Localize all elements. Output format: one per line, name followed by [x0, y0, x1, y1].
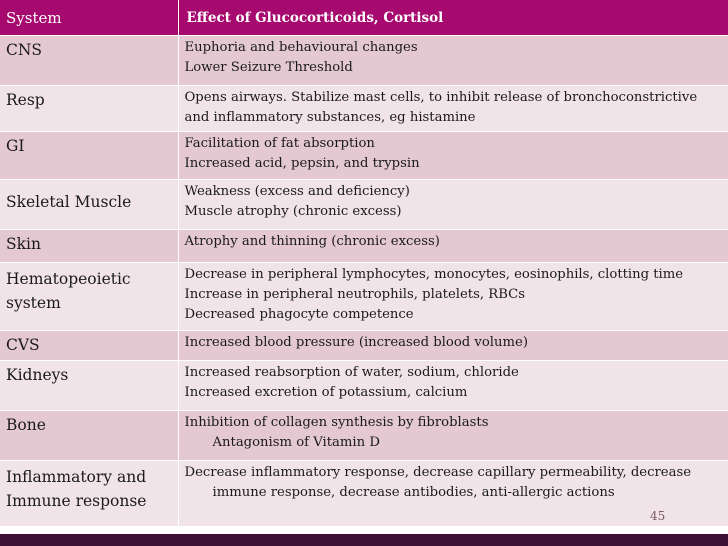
effect-cell [178, 361, 728, 411]
table-row-skeletal-muscle [0, 180, 728, 230]
effect-line: Decrease inflammatory response, decrease capillary permeability, decrease [184, 465, 692, 480]
effect-line: Weakness (excess and deficiency) [184, 184, 410, 199]
effect-line: and inflammatory substances, eg histamine [184, 110, 476, 125]
effect-line: Facilitation of fat absorption [184, 136, 375, 151]
system-label: Resp [6, 91, 45, 109]
system-label: CVS [6, 336, 40, 354]
effect-line: Increased acid, pepsin, and trypsin [184, 156, 420, 171]
effect-line: Opens airways. Stabilize mast cells, to inhibit release of bronchoconstrictive [184, 90, 698, 105]
effect-line: Muscle atrophy (chronic excess) [184, 204, 402, 219]
system-label: CNS [6, 41, 43, 59]
system-cell [0, 331, 178, 361]
system-cell [0, 361, 178, 411]
effect-cell [178, 263, 728, 331]
page-number: 45 [650, 509, 666, 523]
system-label: system [6, 294, 61, 312]
system-label: Kidneys [6, 366, 69, 384]
footer-bar [0, 534, 728, 546]
effect-cell [178, 411, 728, 461]
table-row-skin [0, 230, 728, 263]
system-label: GI [6, 137, 25, 155]
table-row-kidneys [0, 361, 728, 411]
effect-cell [178, 86, 728, 132]
effect-cell [178, 230, 728, 263]
system-label: Hematopeoietic [6, 270, 131, 288]
system-cell [0, 132, 178, 180]
effect-line: Increased reabsorption of water, sodium, chloride [184, 365, 519, 380]
effect-line: Atrophy and thinning (chronic excess) [184, 234, 440, 249]
effect-line: Inhibition of collagen synthesis by fibroblasts [184, 415, 489, 430]
system-cell [0, 461, 178, 527]
header-effect: Effect of Glucocorticoids, Cortisol [178, 0, 728, 36]
effect-line: Increase in peripheral neutrophils, platelets, RBCs [184, 287, 525, 302]
effect-line: Decrease in peripheral lymphocytes, monocytes, eosinophils, clotting time [184, 267, 684, 282]
system-label: Immune response [6, 492, 147, 510]
effect-line: Decreased phagocyte competence [184, 307, 414, 322]
table-row-bone [0, 411, 728, 461]
system-label: Bone [6, 416, 46, 434]
table-header-row [0, 0, 728, 36]
effect-line: Euphoria and behavioural changes [184, 40, 418, 55]
system-cell [0, 411, 178, 461]
header-system: System [0, 0, 178, 36]
effect-cell [178, 132, 728, 180]
effect-line: Lower Seizure Threshold [184, 60, 353, 75]
table-row-cvs [0, 331, 728, 361]
system-label: Inflammatory and [6, 468, 147, 486]
effect-line: Increased blood pressure (increased blood volume) [184, 335, 528, 350]
effect-cell [178, 331, 728, 361]
system-cell [0, 36, 178, 86]
effect-line: immune response, decrease antibodies, anti-allergic actions [212, 485, 615, 500]
system-cell [0, 230, 178, 263]
effect-line: Increased excretion of potassium, calcium [184, 385, 468, 400]
system-label: Skeletal Muscle [6, 193, 132, 211]
table-row-inflammatory-immune [0, 461, 728, 527]
system-label: Skin [6, 235, 41, 253]
system-cell [0, 86, 178, 132]
effect-line: Antagonism of Vitamin D [212, 435, 380, 450]
effect-cell [178, 180, 728, 230]
system-cell [0, 263, 178, 331]
table-row-resp [0, 86, 728, 132]
effect-cell [178, 36, 728, 86]
effect-cell [178, 461, 728, 527]
table-row-cns [0, 36, 728, 86]
system-cell [0, 180, 178, 230]
table-row-gi [0, 132, 728, 180]
table-row-hematopoietic [0, 263, 728, 331]
